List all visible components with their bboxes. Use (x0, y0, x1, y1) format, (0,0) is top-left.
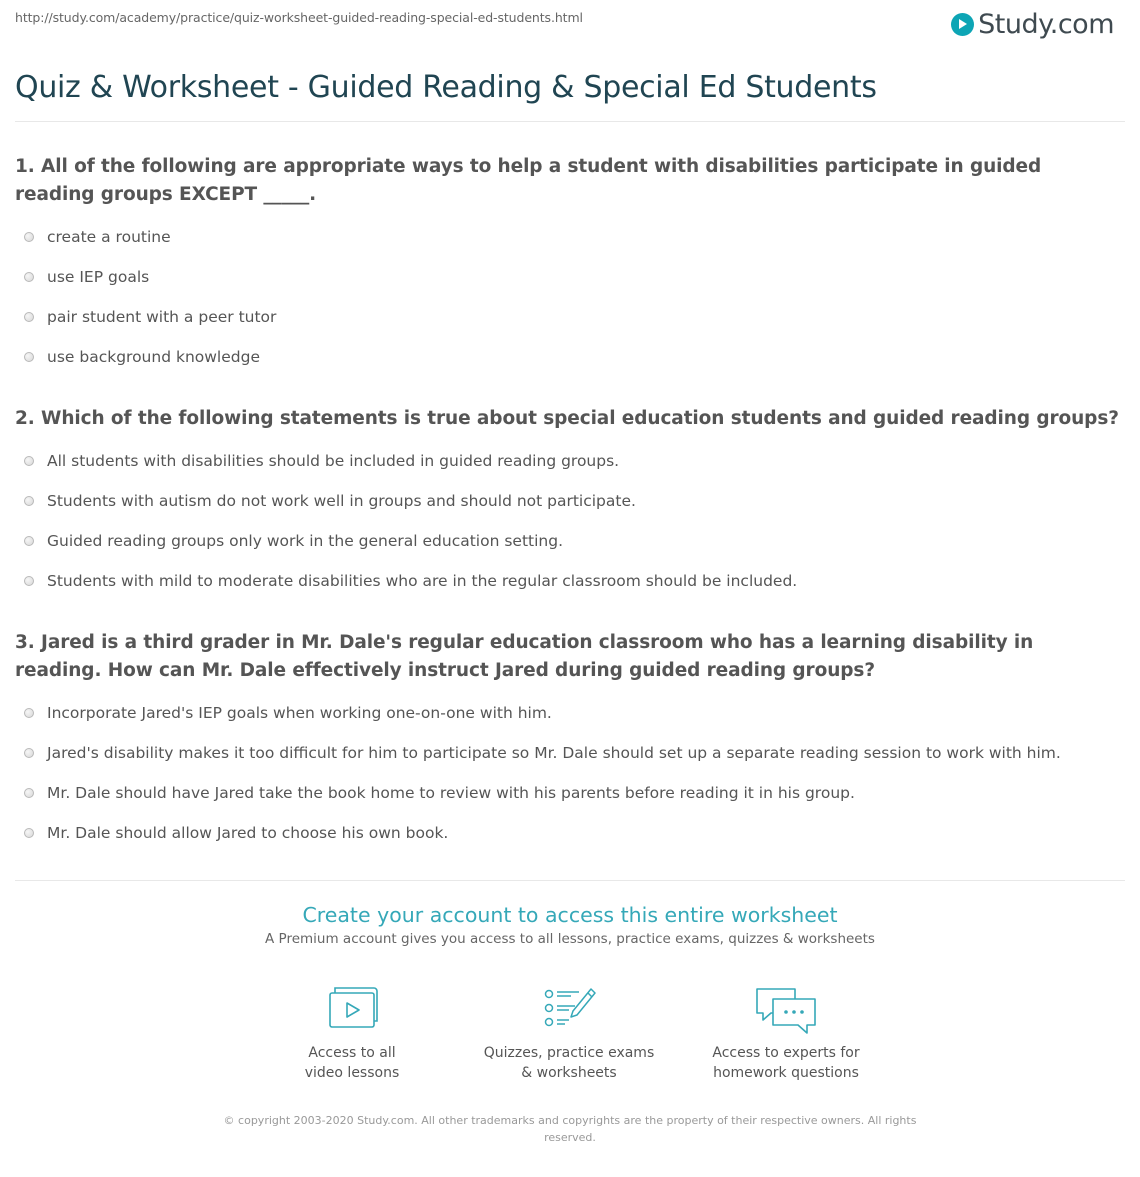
radio-button[interactable] (24, 708, 34, 718)
radio-button[interactable] (24, 828, 34, 838)
answer-option[interactable] (15, 561, 1125, 601)
answer-label: use background knowledge (47, 348, 260, 366)
feature-label-line1: Access to all (308, 1045, 396, 1061)
question-text: 2. Which of the following statements is true about special education students and guided reading groups? (15, 408, 1119, 429)
cta-title-link[interactable]: Create your account to access this entire worksheet (302, 903, 838, 927)
feature-experts (686, 985, 886, 1083)
radio-button[interactable] (24, 496, 34, 506)
page-title: Quiz & Worksheet - Guided Reading & Special Ed Students (15, 70, 877, 105)
copyright-notice: © copyright 2003-2020 Study.com. All other trademarks and copyrights are the property of their respective owners. All rights reserved. (223, 1114, 917, 1144)
answer-option[interactable] (15, 733, 1125, 773)
radio-button[interactable] (24, 536, 34, 546)
radio-button[interactable] (24, 312, 34, 322)
feature-label-line1: Quizzes, practice exams (483, 1045, 655, 1061)
signup-cta (0, 900, 1140, 947)
radio-button[interactable] (24, 352, 34, 362)
question-1 (15, 153, 1125, 377)
study-logo[interactable] (951, 8, 1114, 40)
answer-option[interactable] (15, 693, 1125, 733)
answer-option[interactable] (15, 481, 1125, 521)
radio-button[interactable] (24, 576, 34, 586)
play-logo-icon (951, 13, 974, 36)
answer-option[interactable] (15, 337, 1125, 377)
answer-label: pair student with a peer tutor (47, 308, 277, 326)
logo-text: Study.com (978, 8, 1114, 40)
answer-label: All students with disabilities should be included in guided reading groups. (47, 452, 620, 470)
answer-list (15, 217, 1125, 377)
answer-label: use IEP goals (47, 268, 150, 286)
radio-button[interactable] (24, 748, 34, 758)
feature-video-lessons (252, 985, 452, 1083)
chat-bubbles-icon (753, 985, 819, 1037)
answer-label: Students with autism do not work well in groups and should not participate. (47, 492, 636, 510)
feature-label-line2: homework questions (713, 1065, 859, 1081)
page-url: http://study.com/academy/practice/quiz-worksheet-guided-reading-special-ed-students.html (15, 10, 583, 25)
answer-option[interactable] (15, 773, 1125, 813)
radio-button[interactable] (24, 788, 34, 798)
feature-label-line2: video lessons (304, 1065, 400, 1081)
question-2 (15, 405, 1125, 601)
cta-divider (15, 880, 1125, 881)
radio-button[interactable] (24, 272, 34, 282)
title-divider (15, 121, 1125, 122)
answer-option[interactable] (15, 297, 1125, 337)
question-text: 1. All of the following are appropriate ways to help a student with disabilities participate in guided reading groups EXCEPT _____. (15, 156, 1042, 205)
answer-label: Incorporate Jared's IEP goals when working one-on-one with him. (47, 704, 552, 722)
answer-option[interactable] (15, 813, 1125, 853)
quiz-checklist-icon (539, 985, 599, 1033)
answer-option[interactable] (15, 441, 1125, 481)
answer-label: create a routine (47, 228, 171, 246)
question-text: 3. Jared is a third grader in Mr. Dale's regular education classroom who has a learning disability in reading. How can Mr. Dale effectively instruct Jared during guided reading groups? (15, 632, 1034, 681)
video-lesson-icon (322, 985, 382, 1033)
question-3 (15, 629, 1125, 853)
feature-label-line1: Access to experts for (712, 1045, 860, 1061)
radio-button[interactable] (24, 232, 34, 242)
answer-label: Mr. Dale should have Jared take the book home to review with his parents before reading it in his group. (47, 784, 855, 802)
answer-option[interactable] (15, 521, 1125, 561)
feature-label-line2: & worksheets (521, 1065, 617, 1081)
answer-label: Students with mild to moderate disabilities who are in the regular classroom should be included. (47, 572, 798, 590)
answer-list (15, 693, 1125, 853)
answer-option[interactable] (15, 217, 1125, 257)
answer-label: Guided reading groups only work in the general education setting. (47, 532, 564, 550)
answer-label: Mr. Dale should allow Jared to choose his own book. (47, 824, 449, 842)
cta-subtitle: A Premium account gives you access to all lessons, practice exams, quizzes & worksheets (265, 931, 875, 947)
radio-button[interactable] (24, 456, 34, 466)
answer-option[interactable] (15, 257, 1125, 297)
answer-list (15, 441, 1125, 601)
answer-label: Jared's disability makes it too difficult for him to participate so Mr. Dale should set up a separate reading session to work with him. (47, 744, 1061, 762)
feature-quizzes (469, 985, 669, 1083)
